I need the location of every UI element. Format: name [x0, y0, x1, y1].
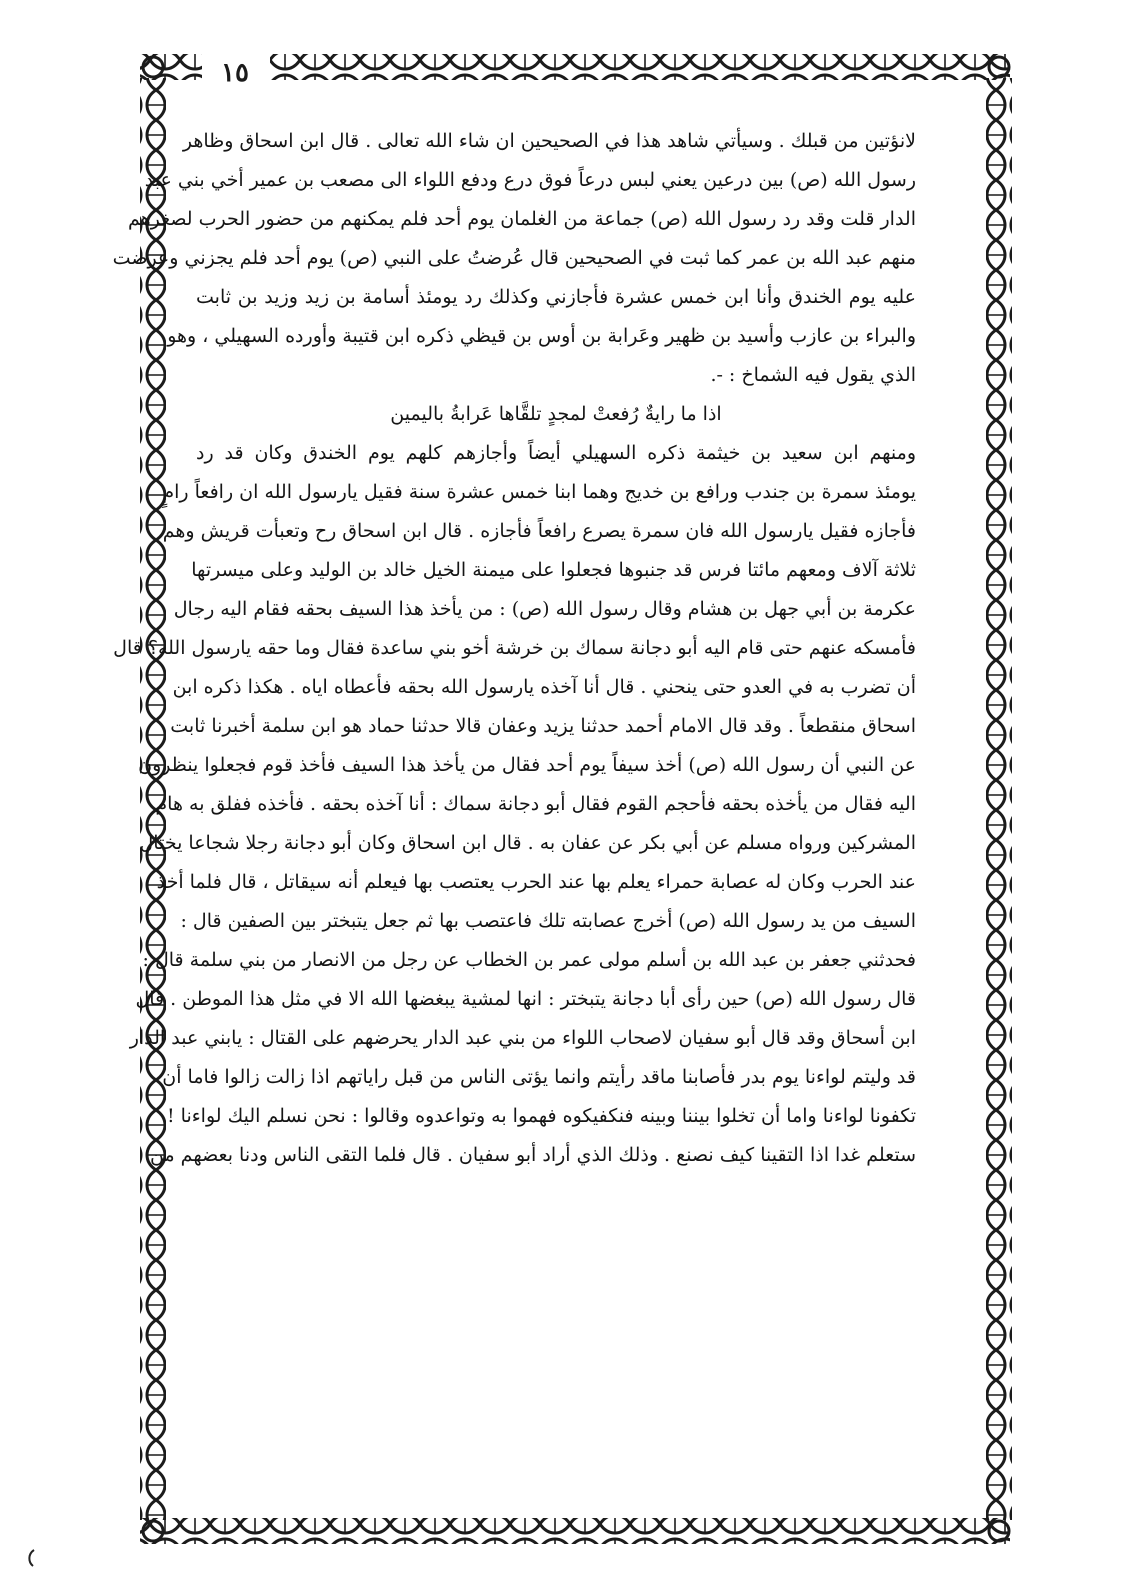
- text-line: أن تضرب به في العدو حتى ينحني . قال أنا آخذه يارسول الله بحقه فأعطاه اياه . هكذا ذكره ابن: [172, 676, 916, 698]
- text-line: عند الحرب وكان له عصابة حمراء يعلم بها عند الحرب يعتصب بها فيعلم أنه سيقاتل ، قال فلما أخذ: [156, 871, 916, 893]
- text-line: عن النبي أن رسول الله (ص) أخذ سيفاً يوم أحد فقال من يأخذ هذا السيف فأخذ قوم فجعلوا ينظرون: [138, 754, 916, 776]
- body-text: [112, 122, 916, 1517]
- text-line: اسحاق منقطعاً . وقد قال الامام أحمد حدثنا يزيد وعفان قالا حدثنا حماد هو ابن سلمة أخبرنا ثابت: [170, 715, 916, 737]
- text-line: تكفونا لواءنا واما أن تخلوا بيننا وبينه فنكفيكوه فهموا به وتواعدوه وقالوا : نحن نسلم اليك لواءنا !: [166, 1105, 916, 1127]
- text-line: والبراء بن عازب وأسيد بن ظهير وعَرابة بن أوس بن قيظي ذكره ابن قتيبة وأورده السهيلي ، وهو: [167, 325, 916, 347]
- text-line: السيف من يد رسول الله (ص) أخرج عصابته تلك فاعتصب بها ثم جعل يتبختر بين الصفين قال :: [180, 910, 916, 932]
- text-line: اليه فقال من يأخذه بحقه فأحجم القوم فقال أبو دجانة سماك : أنا آخذه بحقه . فأخذه ففلق به هام: [155, 793, 916, 815]
- page-number: ١٥: [221, 58, 249, 88]
- text-line: ثلاثة آلاف ومعهم مائتا فرس قد جنبوها فجعلوا على ميمنة الخيل خالد بن الوليد وعلى ميسرتها: [191, 559, 916, 581]
- text-line: قد وليتم لواءنا يوم بدر فأصابنا ماقد رأيتم وانما يؤتى الناس من قبل راياتهم اذا زالت زالوا فاما أن: [162, 1066, 916, 1088]
- text-line: عليه يوم الخندق وأنا ابن خمس عشرة فأجازني وكذلك رد يومئذ أسامة بن زيد وزيد بن ثابت: [196, 286, 916, 308]
- text-line: فأمسكه عنهم حتى قام اليه أبو دجانة سماك بن خرشة أخو بني ساعدة فقال وما حقه يارسول الله؟ قال: [113, 637, 916, 659]
- text-line: ومنهم ابن سعيد بن خيثمة ذكره السهيلي أيضاً وأجازهم كلهم يوم الخندق وكان قد رد: [196, 442, 916, 464]
- border-top: [270, 54, 1010, 80]
- text-line: قال رسول الله (ص) حين رأى أبا دجانة يتبختر : انها لمشية يبغضها الله الا في مثل هذا الموطن . قال: [135, 988, 916, 1010]
- text-line: يومئذ سمرة بن جندب ورافع بن خديج وهما ابنا خمس عشرة سنة فقيل يارسول الله ان رافعاً رامٍ: [162, 481, 916, 503]
- text-line: المشركين ورواه مسلم عن أبي بكر عن عفان به . قال ابن اسحاق وكان أبو دجانة رجلا شجاعا يختال: [139, 832, 916, 854]
- text-line: رسول الله (ص) بين درعين يعني لبس درعاً فوق درع ودفع اللواء الى مصعب بن عمير أخي بني عبد: [144, 169, 916, 191]
- text-line: ابن أسحاق وقد قال أبو سفيان لاصحاب اللواء من بني عبد الدار يحرضهم على القتال : يابني عبد الدار: [129, 1027, 916, 1049]
- text-line: فحدثني جعفر بن عبد الله بن أسلم مولى عمر بن الخطاب عن رجل من الانصار من بني سلمة قال :: [142, 949, 916, 971]
- ink-mark: [24, 1548, 38, 1568]
- text-line: لانؤتين من قبلك . وسيأتي شاهد هذا في الصحيحين ان شاء الله تعالى . قال ابن اسحاق وظاهر: [182, 130, 916, 152]
- text-line: الدار قلت وقد رد رسول الله (ص) جماعة من الغلمان يوم أحد فلم يمكنهم من حضور الحرب لصغرهم: [128, 208, 916, 230]
- text-line: ستعلم غدا اذا التقينا كيف نصنع . وذلك الذي أراد أبو سفيان . قال فلما التقى الناس ودنا بعضهم من: [150, 1144, 916, 1166]
- text-line: منهم عبد الله بن عمر كما ثبت في الصحيحين قال عُرضتُ على النبي (ص) يوم أحد فلم يجزني وعرضت: [112, 247, 916, 269]
- text-line: فأجازه فقيل يارسول الله فان سمرة يصرع رافعاً فأجازه . قال ابن اسحاق رح وتعبأت قريش وهم: [162, 520, 916, 542]
- poetry-verse: اذا ما رايةٌ رُفعتْ لمجدٍ تلقَّاها عَرابةُ باليمين: [390, 403, 722, 425]
- border-bottom: [140, 1518, 1010, 1544]
- border-right: [986, 78, 1012, 1520]
- text-line: الذي يقول فيه الشماخ : -.: [710, 364, 916, 386]
- text-line: عكرمة بن أبي جهل بن هشام وقال رسول الله (ص) : من يأخذ هذا السيف بحقه فقام اليه رجال: [173, 598, 916, 620]
